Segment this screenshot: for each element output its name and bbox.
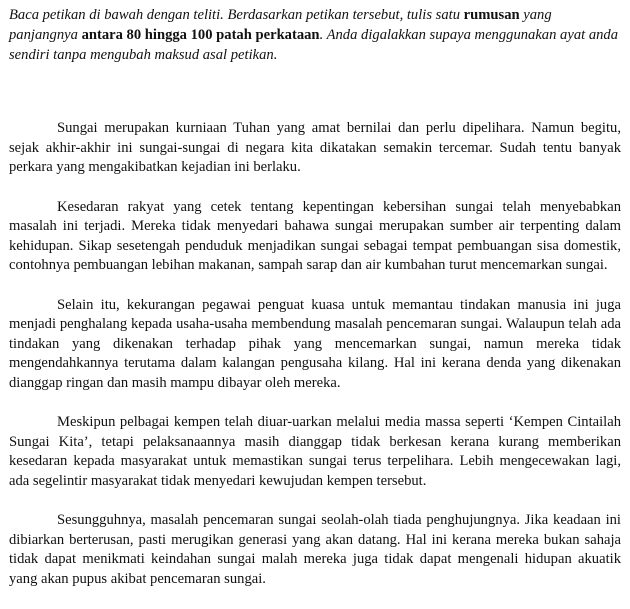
passage [9,119,621,609]
instruction-keyword-rumusan: rumusan [463,7,520,23]
instruction-part-1: Baca petikan di bawah dengan teliti. Berdasarkan petikan tersebut, tulis satu [9,7,464,23]
passage-paragraph-1: Sungai merupakan kurniaan Tuhan yang amat bernilai dan perlu dipelihara. Namun begitu, sejak akhir-akhir ini sungai-sungai di negara kita dikatakan semakin tercemar. Sudah tentu banyak perkara yang mengakibatkan kejadian ini berlaku. [9,120,621,175]
passage-paragraph-5: Sesungguhnya, masalah pencemaran sungai seolah-olah tiada penghujungnya. Jika keadaan ini dibiarkan berterusan, pasti merugikan generasi yang akan datang. Hal ini kerana mereka bukan sahaja tidak dapat menikmati keindahan sungai malah mereka juga tidak dapat mengenali hidupan akuatik yang akan pupus akibat pencemaran sungai. [9,512,621,587]
passage-paragraph-3: Selain itu, kekurangan pegawai penguat kuasa untuk memantau tindakan manusia ini juga menjadi penghalang kepada usaha-usaha membendung masalah pencemaran sungai. Walaupun telah ada tindakan yang dikenakan terhadap pihak yang mencemarkan sungai, namun mereka tidak mengendahkannya terutama dalam kalangan pengusaha kilang. Hal ini kerana denda yang dikenakan dianggap ringan dan masih mampu dibayar oleh mereka. [9,296,621,391]
passage-paragraph-4: Meskipun pelbagai kempen telah diuar-uarkan melalui media massa seperti ‘Kempen Cintailah Sungai Kita’, tetapi pelaksanaannya masih dianggap tidak berkesan kerana kurang memberikan kesedaran kepada masyarakat untuk memastikan sungai terus terpelihara. Lebih mengecewakan lagi, ada segelintir masyarakat tidak menyedari kewujudan kempen tersebut. [9,414,621,489]
instruction-part-2: yang panjangnya [9,7,552,43]
instruction-part-3: . Anda digalakkan supaya menggunakan ayat anda sendiri tanpa mengubah maksud asal petikan. [9,27,619,63]
instruction-block [9,5,621,65]
instruction-text [9,5,621,65]
passage-paragraph-2: Kesedaran rakyat yang cetek tentang kepentingan kebersihan sungai telah menyebabkan masalah ini terjadi. Mereka tidak menyedari bahawa sungai merupakan sumber air terpenting dalam kehidupan. Sikap sesetengah penduduk menjadikan sungai sebagai tempat pembuangan sisa domestik, contohnya pembuangan lebihan makanan, sampah sarap dan air kumbahan turut mencemarkan sungai. [9,198,621,273]
instruction-word-limit: antara 80 hingga 100 patah perkataan [81,27,320,43]
